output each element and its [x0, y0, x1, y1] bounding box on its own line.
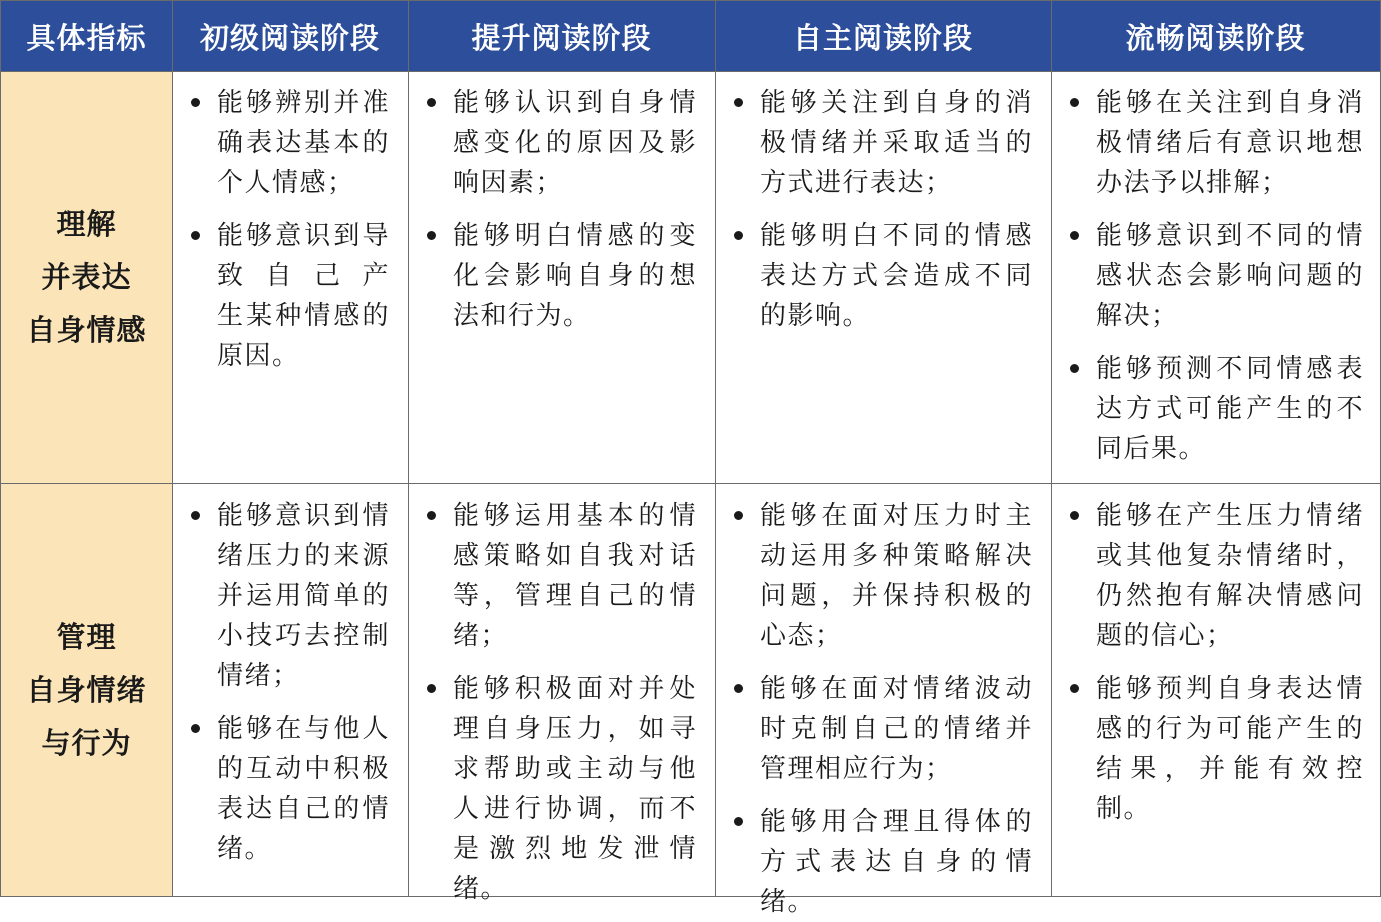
list-item: 能够辨别并准确表达基本的个人情感； — [172, 83, 390, 203]
list-item: 能够认识到自身情感变化的原因及影响因素； — [408, 83, 697, 203]
list-item: 能够在与他人的互动中积极表达自己的情绪。 — [172, 709, 390, 869]
bullet-dot-icon — [427, 231, 436, 240]
grid-divider — [1, 483, 1380, 484]
list-item: 能够意识到不同的情感状态会影响问题的解决； — [1051, 216, 1364, 336]
row-label-line: 与行为 — [41, 725, 132, 760]
list-item: 能够运用基本的情感策略如自我对话等，管理自己的情绪； — [408, 496, 697, 656]
bullet-dot-icon — [427, 98, 436, 107]
grid-divider — [1051, 1, 1052, 896]
list-item: 能够在产生压力情绪或其他复杂情绪时，仍然抱有解决情感问题的信心； — [1051, 496, 1364, 656]
bullet-dot-icon — [734, 511, 743, 520]
row-label-manage-emotions — [1, 484, 172, 896]
list-item: 能够在关注到自身消极情绪后有意识地想办法予以排解； — [1051, 83, 1364, 203]
list-item: 能够预测不同情感表达方式可能产生的不同后果。 — [1051, 349, 1364, 469]
header-stage-beginner: 初级阅读阶段 — [199, 20, 380, 55]
list-item: 能够积极面对并处理自身压力，如寻求帮助或主动与他人进行协调，而不是激烈地发泄情绪。 — [408, 669, 697, 909]
cell-r1-improving — [408, 71, 715, 483]
bullet-dot-icon — [1070, 684, 1079, 693]
list-item: 能够用合理且得体的方式表达自身的情绪。 — [715, 802, 1033, 922]
bullet-dot-icon — [191, 724, 200, 733]
bullet-dot-icon — [1070, 511, 1079, 520]
cell-r1-fluent — [1051, 71, 1380, 483]
bullet-dot-icon — [427, 684, 436, 693]
cell-r1-independent — [715, 71, 1051, 483]
bullet-dot-icon — [427, 511, 436, 520]
bullet-dot-icon — [734, 98, 743, 107]
list-item: 能够预判自身表达情感的行为可能产生的结果，并能有效控制。 — [1051, 669, 1364, 829]
header-row — [1, 1, 1380, 71]
bullet-dot-icon — [191, 98, 200, 107]
header-stage-improving: 提升阅读阶段 — [471, 20, 652, 55]
bullet-dot-icon — [1070, 98, 1079, 107]
list-item: 能够关注到自身的消极情绪并采取适当的方式进行表达； — [715, 83, 1033, 203]
cell-r2-beginner — [172, 484, 408, 896]
bullet-dot-icon — [191, 511, 200, 520]
bullet-dot-icon — [1070, 231, 1079, 240]
header-stage-fluent: 流畅阅读阶段 — [1125, 20, 1306, 55]
cell-r1-beginner — [172, 71, 408, 483]
list-item: 能够明白情感的变化会影响自身的想法和行为。 — [408, 216, 697, 336]
header-stage-independent: 自主阅读阶段 — [792, 20, 973, 55]
bullet-dot-icon — [1070, 364, 1079, 373]
row-label-understand-emotions — [1, 71, 172, 483]
header-indicator: 具体指标 — [26, 20, 147, 55]
cell-r2-independent — [715, 484, 1051, 917]
row-label-line: 管理 — [56, 619, 117, 654]
cell-r2-fluent — [1051, 484, 1380, 896]
list-item: 能够意识到情绪压力的来源并运用简单的小技巧去控制情绪； — [172, 496, 390, 696]
bullet-dot-icon — [734, 684, 743, 693]
row-label-line: 理解 — [56, 206, 117, 241]
row-label-line: 自身情感 — [26, 312, 147, 347]
grid-divider — [1, 71, 1380, 72]
list-item: 能够在面对压力时主动运用多种策略解决问题，并保持积极的心态； — [715, 496, 1033, 656]
bullet-dot-icon — [191, 231, 200, 240]
grid-divider — [715, 1, 716, 896]
list-item: 能够在面对情绪波动时克制自己的情绪并管理相应行为； — [715, 669, 1033, 789]
list-item: 能够意识到导致 自 己 产 生某种情感的原因。 — [172, 216, 390, 376]
bullet-dot-icon — [734, 817, 743, 826]
list-item: 能够明白不同的情感表达方式会造成不同的影响。 — [715, 216, 1033, 336]
grid-divider — [408, 1, 409, 896]
row-label-line: 自身情绪 — [26, 672, 147, 707]
row-label-line: 并表达 — [41, 259, 132, 294]
cell-r2-improving — [408, 484, 715, 904]
bullet-dot-icon — [734, 231, 743, 240]
grid-divider — [172, 1, 173, 896]
